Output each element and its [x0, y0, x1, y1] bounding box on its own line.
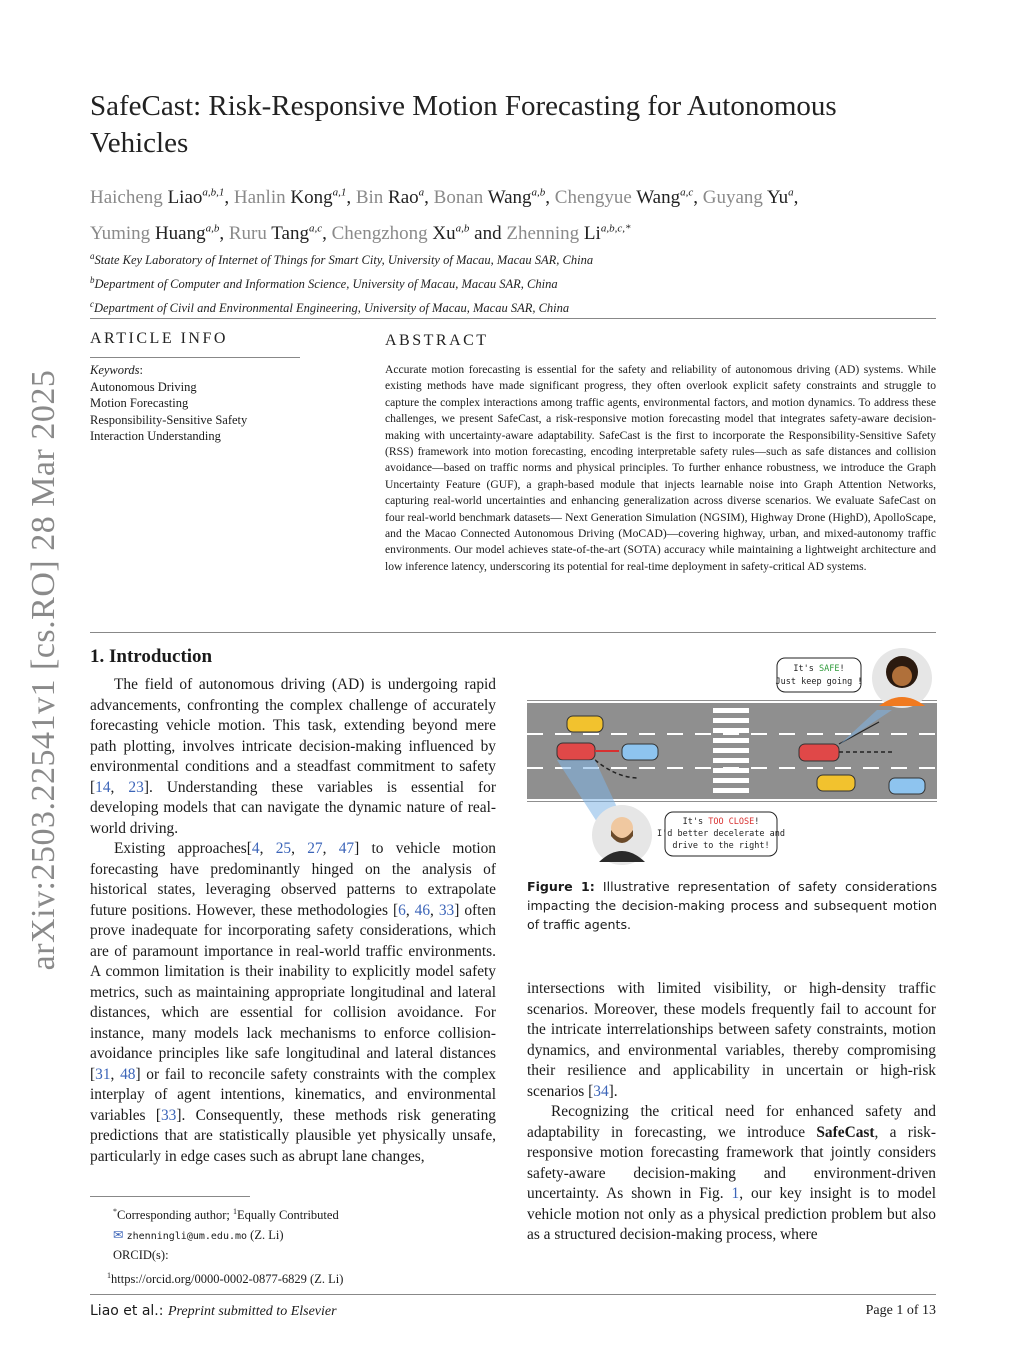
- author: Chengzhong Xu$^{a,b}$ and: [331, 222, 507, 244]
- affiliation: $^b$Department of Computer and Information Science, University of Macau, Macau SAR, China: [90, 275, 558, 292]
- arxiv-sidebar: [16, 360, 72, 980]
- paper-title: SafeCast: Risk-Responsive Motion Forecasting for Autonomous Vehicles: [90, 90, 837, 159]
- paragraph: Existing approaches[4, 25, 27, 47] to vehicle motion forecasting have predominantly hinged on the analysis of historical states, leveraging observed patterns to extrapolate future positions. However, these methodologies [6, 46, 33] often prove inadequate for incorporating safety considerations, which are of paramount importance in real-world traffic environments. A common limitation is their inability to explicitly model safety metrics, such as maintaining appropriate longitudinal and lateral distances, which are essential for collision avoidance. For instance, many models lack mechanisms to enforce collision-avoidance principles like safe longitudinal and lateral distances [31, 48] or fail to reconcile safety constraints with the complex interplay of agent intentions, kinematics, and environmental variables [33]. Consequently, these methods risk generating predictions that are statistically plausible yet physically unsafe, particularly in edge cases such as abrupt lane changes,: [90, 840, 497, 1165]
- affiliation: $^c$Department of Civil and Environmental Engineering, University of Macau, Macau SAR, China: [90, 299, 570, 316]
- divider: [90, 318, 936, 319]
- citation-link[interactable]: 14: [95, 778, 111, 796]
- citation-link[interactable]: 25: [275, 840, 292, 857]
- article-info-heading: ARTICLE INFO: [90, 330, 228, 347]
- email-link[interactable]: zhenningli@um.edu.mo: [126, 1230, 248, 1242]
- abstract-heading: ABSTRACT: [385, 332, 489, 349]
- citation-link[interactable]: 33: [160, 1106, 177, 1124]
- divider: [90, 357, 300, 358]
- citation-link[interactable]: 46: [414, 901, 431, 919]
- email-icon: ✉: [113, 1227, 124, 1242]
- author: Guyang Yu$^a$,: [702, 187, 799, 209]
- author: Haicheng Liao$^{a,b,1}$,: [90, 187, 234, 209]
- paragraph: intersections with limited visibility, or high-density traffic scenarios. Moreover, these models frequently fail to account for the intricate interrelationships between safety constraints, motion dynamics, and environmental variables, thereby compromising their resilience and applicability in uncertain or high-risk scenarios [34].: [527, 980, 936, 1100]
- figure-link[interactable]: 1: [731, 1185, 740, 1202]
- author: Bonan Wang$^{a,b}$,: [433, 187, 555, 209]
- bubble-text: Just keep going !: [775, 677, 863, 687]
- paragraph: Recognizing the critical need for enhanced safety and adaptability in forecasting, we introduce SafeCast, a risk-responsive motion forecasting framework that jointly considers safety-aware decision-making and environment-driven uncertainty. As shown in Fig. 1, our key insight is to model vehicle motion not only as a physical prediction problem but also as a structured decision-making process, where: [527, 1103, 937, 1243]
- caption-label: Figure 1:: [527, 879, 595, 894]
- footnote: $^1$https://orcid.org/0000-0002-0877-6829 (Z. Li): [107, 1270, 344, 1286]
- blue-car: [889, 778, 925, 794]
- affiliation: $^a$State Key Laboratory of Internet of Things for Smart City, University of Macau, Macau SAR, China: [90, 251, 594, 268]
- orcid-link[interactable]: https://orcid.org/0000-0002-0877-6829 (Z. Li): [111, 1271, 344, 1286]
- abstract-text: Accurate motion forecasting is essential for the safety and reliability of autonomous driving (AD) systems. While existing methods have made significant progress, they often overlook explicit safety constraints and struggle to capture the complex interactions among traffic agents, environmental factors, and motion dynamics. To address these challenges, we present SafeCast, a risk-responsive motion forecasting model that integrates safety-aware decision-making with uncertainty-aware adaptability. SafeCast is the first to incorporate the Responsibility-Sensitive Safety (RSS) framework into motion forecasting, encoding interpretable safety rules—such as safe distances and collision avoidance—based on traffic norms and physical principles. To further enhance robustness, we introduce the Graph Uncertainty Feature (GUF), a graph-based module that injects learnable noise into Graph Attention Networks, capturing real-world uncertainties and enhancing generalization across diverse scenarios. We evaluate SafeCast on four real-world benchmark datasets— Next Generation Simulation (NGSIM), Highway Drone (HighD), ApolloScape, and the Macao Connected Autonomous Driving (MoCAD)—covering highway, urban, and mixed-autonomy traffic environments. Our model achieves state-of-the-art (SOTA) accuracy while maintaining a lightweight architecture and low inference latency, underscoring its potential for real-time deployment in safety-critical AD systems.: [385, 363, 936, 573]
- citation-link[interactable]: 23: [128, 778, 144, 796]
- yellow-car: [817, 775, 855, 791]
- author: Bin Rao$^a$,: [355, 187, 434, 209]
- right-column: [527, 979, 936, 1246]
- left-column: [90, 675, 496, 1167]
- keywords-label: Keywords: [90, 363, 140, 377]
- red-car-ahead: [799, 744, 839, 761]
- citation-link[interactable]: 27: [307, 840, 323, 857]
- footnote: *Corresponding author; $^1$Equally Contributed: [113, 1207, 339, 1223]
- keyword: Autonomous Driving: [90, 379, 197, 394]
- keyword: Motion Forecasting: [90, 396, 189, 410]
- author: Yuming Huang$^{a,b}$,: [90, 222, 229, 244]
- blue-car: [622, 744, 658, 760]
- footnotes: [107, 1202, 493, 1289]
- keyword: Responsibility-Sensitive Safety: [90, 412, 248, 427]
- bubble-text: It's SAFE!: [793, 664, 845, 674]
- page-number: Page 1 of 13: [865, 1303, 936, 1318]
- figure-1: [527, 640, 937, 875]
- citation-link[interactable]: 48: [120, 1065, 136, 1083]
- arxiv-id: arXiv:2503.22541v1 [cs.RO] 28 Mar 2025: [25, 369, 62, 971]
- author: Zhenning $Li^{a,b,c,*}$: [506, 222, 631, 244]
- author: Chengyue Wang$^{a,c}$,: [554, 187, 703, 209]
- footnote: ORCID(s):: [113, 1248, 169, 1263]
- author-list: [90, 178, 940, 249]
- citation-link[interactable]: 47: [338, 840, 355, 857]
- citation-link[interactable]: 6: [398, 901, 406, 919]
- affiliations: [90, 246, 940, 318]
- figure-caption: Figure 1: Illustrative representation of safety considerations impacting the decision-making process and subsequent motion of traffic agents.: [527, 879, 937, 932]
- citation-link[interactable]: 4: [251, 840, 260, 857]
- author: Hanlin Kong$^{a,1}$,: [233, 187, 356, 209]
- keyword: Interaction Understanding: [90, 429, 221, 443]
- red-car-ego: [557, 743, 595, 760]
- author: Ruru Tang$^{a,c}$,: [228, 222, 332, 244]
- divider: [90, 632, 936, 633]
- crosswalk: [713, 708, 749, 793]
- footer-divider: [90, 1294, 936, 1295]
- section-heading: 1. Introduction: [90, 646, 213, 667]
- footnote: ✉ zhenningli@um.edu.mo (Z. Li): [113, 1227, 284, 1242]
- bubble-text: I'd better decelerate and: [657, 829, 785, 839]
- citation-link[interactable]: 33: [438, 901, 455, 919]
- traffic-illustration: [527, 640, 937, 875]
- page-footer: Liao et al.: Preprint submitted to Elsevier Page 1 of 13: [90, 1303, 936, 1319]
- keywords: Keywords: Autonomous Driving Motion Forecasting Responsibility-Sensitive Safety Interaction Understanding: [90, 362, 300, 445]
- bubble-text: drive to the right!: [672, 841, 770, 851]
- footnote-divider: [90, 1196, 250, 1197]
- paragraph: The field of autonomous driving (AD) is undergoing rapid advancements, confronting the complex challenge of accurately forecasting vehicle motion. This task, extending beyond mere path plotting, involves intricate decision-making influenced by environmental conditions and a steadfast commitment to safety [14, 23]. Understanding these variables is essential for developing models that can navigate the dynamic nature of real-world driving.: [90, 676, 496, 837]
- bubble-text: It's TOO CLOSE!: [682, 817, 760, 827]
- citation-link[interactable]: 31: [95, 1065, 111, 1083]
- citation-link[interactable]: 34: [593, 1082, 609, 1100]
- yellow-car: [567, 716, 603, 732]
